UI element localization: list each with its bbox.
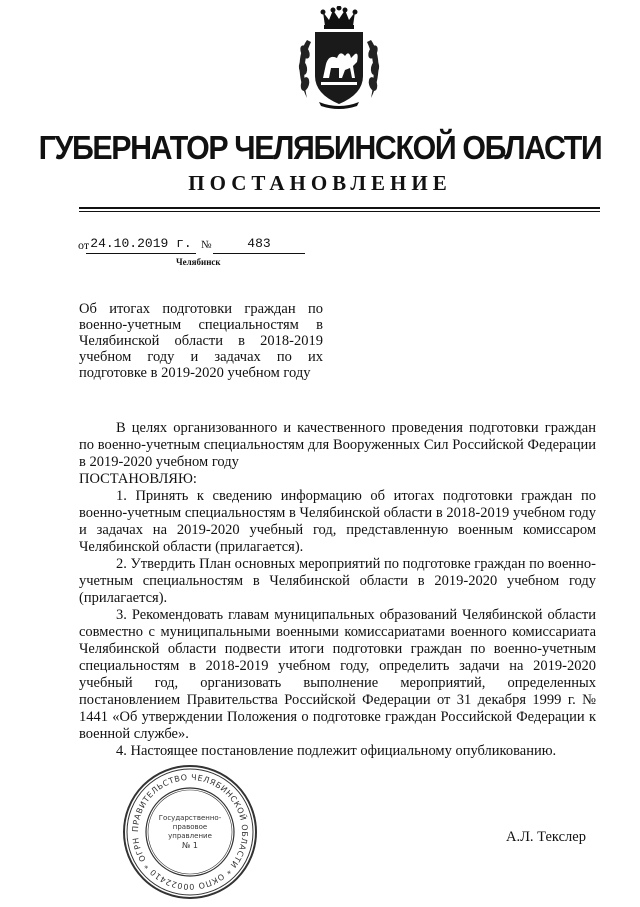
decree-date: 24.10.2019 г. [86,236,196,254]
decree-item: 3. Рекомендовать главам муниципальных образований Челябинской области совместно с муниципальными военными комиссариатами военного комиссариата Челябинской области подвести итоги подготовки граждан по военно-учетным специальностям в 2018-2019 учебном году, определить задачи на 2019-2020 учебный год, организовать выполнение мероприятий, определенных постановлением Правительства Российской Федерации от 31 декабря 1999 г. № 1441 «Об утверждении Положения о подготовке граждан Российской Федерации к военной службе». [79,607,596,742]
header-rule-thin [79,211,600,212]
coat-of-arms-icon [293,6,385,110]
resolve-heading: ПОСТАНОВЛЯЮ: [79,471,197,487]
decree-subject: Об итогах подготовки граждан по военно-учетным специальностям в Челябинской области в 2018-2019 учебном году и задачах по их подготовке в 2019-2020 учебном году [79,301,323,381]
svg-text:Государственно-: Государственно- [158,814,222,822]
preamble-paragraph: В целях организованного и качественного проведения подготовки граждан по военно-учетным специальностям для Вооруженных Сил Российской Федерации в 2019-2020 учебном году [79,420,596,470]
decree-number: 483 [213,236,305,254]
svg-text:управление: управление [168,832,212,840]
svg-text:ПРАВИТЕЛЬСТВО ЧЕЛЯБИНСКОЙ ОБЛА: ПРАВИТЕЛЬСТВО ЧЕЛЯБИНСКОЙ ОБЛАСТИ * ОКПО 00022410 * ОГРН [130,772,250,892]
svg-text:№ 1: № 1 [182,841,198,850]
number-label: № [201,239,212,251]
decree-item: 4. Настоящее постановление подлежит официальному опубликованию. [116,743,557,759]
decree-body [79,420,596,760]
svg-text:правовое: правовое [172,823,208,831]
signer-name: А.Л. Текслер [506,829,586,845]
header-rule-thick [79,207,600,209]
page-title: ГУБЕРНАТОР ЧЕЛЯБИНСКОЙ ОБЛАСТИ [38,129,602,166]
official-seal-icon [120,762,260,902]
decree-item: 1. Принять к сведению информацию об итогах подготовки граждан по военно-учетным специальностям в Челябинской области в 2018-2019 учебном году и задачах на 2019-2020 учебный год, представленную военным комиссаром Челябинской области (прилагается). [79,488,596,555]
decree-item: 2. Утвердить План основных мероприятий по подготовке граждан по военно-учетным специальностям в Челябинской области в 2019-2020 учебном году (прилагается). [79,556,596,606]
document-type: ПОСТАНОВЛЕНИЕ [188,171,452,195]
date-from-label: от [78,238,90,252]
city-name: Челябинск [176,257,221,267]
